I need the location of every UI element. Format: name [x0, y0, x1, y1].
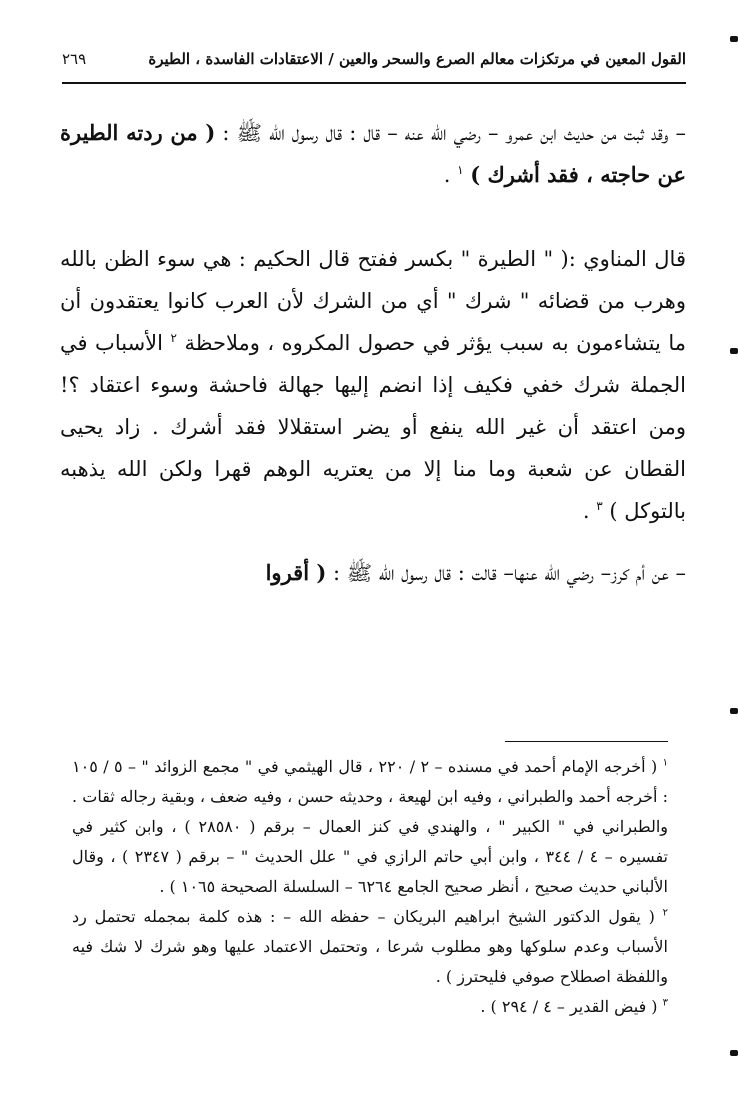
paragraph-umm-kurz [60, 552, 686, 594]
footnote-ref-1: ١ [457, 163, 464, 177]
footnote-2-text: ( يقول الدكتور الشيخ ابراهيم البريكان – حفظه الله – : هذه كلمة بمجمله تحتمل رد الأسباب وعدم سلوكها وهو مطلوب شرعا ، وتحتمل الاعتماد عليها وهو شرك لا شك فيه واللفظة اصطلاح صوفي فليحترز ) . [72, 907, 668, 986]
page-number: ٢٦٩ [62, 50, 87, 68]
footnote-1 [72, 752, 668, 902]
scan-edge-mark [730, 348, 738, 354]
scan-edge-mark [730, 708, 738, 714]
footnote-1-text: ( أخرجه الإمام أحمد في مسنده – ٢ / ٢٢٠ ، قال الهيثمي في " مجمع الزوائد " – ٥ / ١٠٥ : أخرجه أحمد والطبراني ، وفيه ابن لهيعة ، وحديثه حسن ، وفيه ضعف ، وبقية رجاله ثقات . والطبراني في " الكبير " ، والهندي في كنز العمال – برقم ( ٢٨٥٨٠ ) ، وابن كثير في تفسيره – ٤ / ٣٤٤ ، وابن أبي حاتم الرازي في " علل الحديث " – برقم ( ٢٣٤٧ ) ، وقال الألباني حديث صحيح ، أنظر صحيح الجامع ٦٢٦٤ – السلسلة الصحيحة ١٠٦٥ ) . [72, 757, 669, 896]
p1-tail: . [443, 163, 458, 187]
p3-quote: ( أقروا [265, 560, 327, 585]
p1-lead: – وقد ثبت من حديث ابن عمرو – رضي الله عنه – قال : قال رسول الله ﷺ : [215, 121, 687, 145]
scan-edge-mark [730, 36, 738, 42]
footnote-rule [505, 741, 668, 742]
footnote-2-number: ٢ [662, 907, 668, 919]
p2-tail: . [582, 499, 597, 523]
header-title: القول المعين في مرتكزات معالم الصرع والسحر والعين / الاعتقادات الفاسدة ، الطيرة [148, 50, 686, 68]
header-rule [62, 82, 686, 84]
footnote-3 [72, 992, 668, 1022]
footnote-1-number: ١ [662, 757, 669, 769]
p2-part2: الأسباب في الجملة شرك خفي فكيف إذا انضم إليها جهالة فاحشة وسوء اعتقاد ؟! ومن اعتقد أن غير الله ينفع أو يضر استقلالا فقد أشرك . زاد يحيى القطان عن شعبة وما منا إلا من يعتريه الوهم قهرا ولكن الله يذهبه بالتوكل ) [60, 331, 686, 523]
footnote-ref-3: ٣ [596, 499, 603, 513]
p2-part1: قال المناوي :( " الطيرة " بكسر ففتح قال الحكيم : هي سوء الظن بالله وهرب من قضائه " شرك " أي من الشرك لأن العرب كانوا يعتقدون أن ما يتشاءمون به سبب يؤثر في حصول المكروه ، وملاحظة [60, 247, 686, 355]
paragraph-hadith-ibn-amr [60, 112, 686, 196]
footnote-2 [72, 902, 668, 992]
p1-quote: ( من ردته الطيرة عن حاجته ، فقد أشرك ) [60, 120, 686, 187]
scan-edge-mark [730, 1050, 738, 1056]
running-header [62, 44, 686, 80]
p3-lead: – عن أم كرز– رضي الله عنها– قالت : قال رسول الله ﷺ : [326, 561, 686, 585]
footnote-ref-2: ٢ [170, 331, 177, 345]
footnote-3-text: ( فيض القدير – ٤ / ٢٩٤ ) . [480, 997, 663, 1016]
footnote-3-number: ٣ [662, 997, 668, 1009]
paragraph-munawi [60, 238, 686, 532]
footnotes [72, 752, 668, 1022]
